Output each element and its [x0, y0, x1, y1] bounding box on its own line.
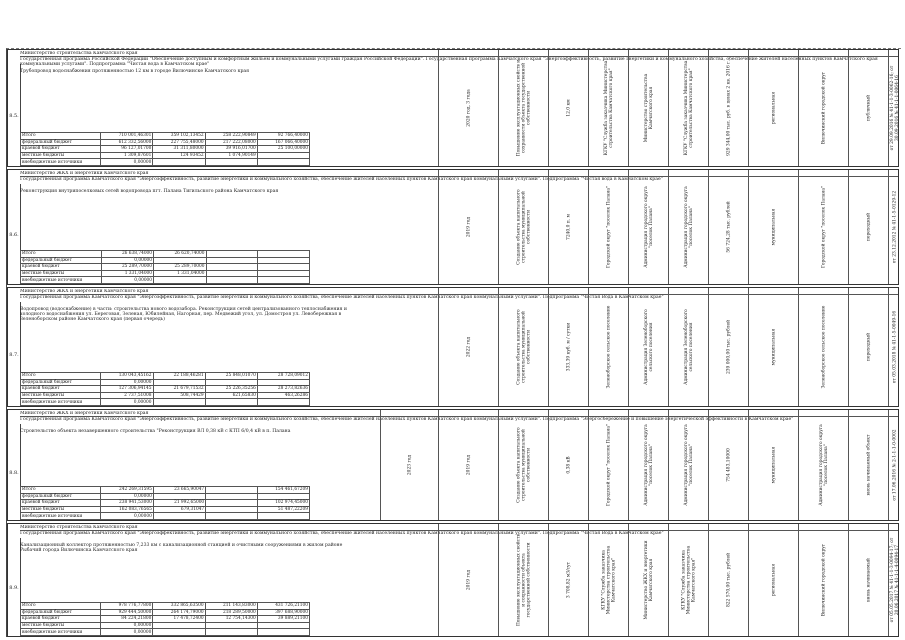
attribute-text: Администрация городского округа "поселок Палана": [819, 424, 829, 506]
row-number: 8.9.: [8, 538, 21, 636]
attribute-column: [708, 410, 749, 520]
attribute-text: Повышение эксплуатационных свойств и сохранности объекта государственной собственности: [516, 533, 532, 627]
attribute-text: Вилючинский городской округ: [821, 543, 827, 617]
attribute-text: 333,39 куб. м / сутки: [566, 322, 572, 372]
attribute-text: КГКУ "Служба заказчика Министерства строительства Камчатского края": [684, 60, 694, 156]
attribute-text: Министерство ЖКХ и энергетики Камчатского края: [644, 540, 654, 620]
finance-label: краевой бюджет: [21, 146, 101, 153]
finance-value: [257, 493, 309, 500]
finance-value: 1 331,04000: [101, 270, 153, 277]
row-number: 8.7.: [8, 302, 21, 406]
finance-value: [153, 622, 205, 629]
finance-value: 28 728,09012: [257, 373, 309, 380]
project-section: [7, 409, 899, 521]
conclusion-ref: от 05.03.2018 № 41-1-5-0049-16: [892, 310, 897, 384]
attribute-column: [498, 50, 549, 166]
finance-value: [206, 257, 258, 264]
attribute-column: [848, 410, 889, 520]
program-line: Государственная программа Камчатского края "Энергоэффективность, развитие энергетики и коммунального хозяйства, обеспечение жителей населенных пунктов Камчатского края коммунальными услугами". Подпрограмма "Чистая Вода в Камчатском крае": [20, 531, 664, 536]
attribute-text: Зеленоборское сельское поселение: [821, 305, 827, 389]
finance-row: [21, 379, 310, 386]
conclusion-ref: от 29.09.2016 № 41-1-1-3-0062-16; от 30.09.2016 № 41-1-1-0064-16: [889, 65, 900, 151]
finance-value: [206, 487, 257, 494]
finance-value: 217 222,08000: [205, 139, 257, 146]
finance-value: 227 755,48000: [153, 139, 205, 146]
finance-value: 39 916,01700: [205, 146, 257, 153]
attribute-text: муниципальная: [771, 328, 777, 366]
attribute-column: [438, 170, 499, 284]
ministry-line: Министерство строительства Камчатского края: [20, 51, 898, 57]
finance-value: [257, 152, 309, 159]
attribute-column: [798, 170, 849, 284]
finance-value: [154, 277, 206, 284]
finance-value: 612 332,56000: [101, 139, 153, 146]
finance-value: 238 941,53000: [101, 500, 153, 507]
attribute-column: [798, 50, 849, 166]
finance-value: [205, 399, 257, 406]
finance-row: [21, 609, 310, 616]
finance-value: [205, 622, 257, 629]
finance-label: краевой бюджет: [21, 264, 102, 271]
finance-label: федеральный бюджет: [21, 493, 101, 500]
finance-row: [21, 392, 310, 399]
finance-label: местные бюджеты: [21, 506, 101, 513]
attribute-column: [628, 410, 669, 520]
attribute-column: [708, 170, 749, 284]
finance-value: 0,00000: [101, 277, 153, 284]
finance-value: [153, 399, 205, 406]
project-name: Строительство объекта незавершенного строительства "Реконструкция ВЛ 0,38 кВ с КТП 6/0,4 кВ в п. Палана: [20, 429, 291, 434]
finance-value: [257, 379, 309, 386]
attribute-column: [798, 288, 849, 406]
finance-value: [206, 264, 258, 271]
attribute-column: [548, 50, 589, 166]
attribute-column: [588, 50, 629, 166]
finance-value: 26 620,74000: [154, 251, 206, 258]
finance-label: федеральный бюджет: [21, 609, 101, 616]
finance-label: внебюджетные источники: [21, 629, 101, 636]
finance-value: 0,00000: [101, 159, 153, 166]
attribute-text: 2022 год: [466, 336, 472, 358]
finance-value: [258, 251, 310, 258]
attribute-text: муниципальная: [771, 208, 777, 246]
attribute-text: Администрация городского округа "поселок Палана": [644, 424, 654, 506]
finance-value: 258 222,90849: [205, 133, 257, 140]
attribute-column: [588, 288, 629, 406]
finance-row: [21, 506, 310, 513]
attribute-text: Создание объекта капитального строительства муниципальной собственности: [516, 427, 532, 503]
attribute-column: [438, 288, 499, 406]
finance-row: [21, 270, 310, 277]
conclusion-ref: от 17.06.2016 № 2-1-1-1-0-0002: [892, 429, 897, 501]
finance-value: 397 688,90000: [257, 609, 309, 616]
finance-table: [20, 486, 310, 520]
attribute-column: [748, 288, 799, 406]
finance-value: 264 174,79000: [153, 609, 205, 616]
finance-value: 0,00000: [101, 379, 153, 386]
finance-row: [21, 251, 310, 258]
attribute-column: [380, 410, 439, 520]
attribute-column: [668, 50, 709, 166]
finance-value: 359 102,13452: [153, 133, 205, 140]
ministry-line: Министерство ЖКХ и энергетики Камчатского края: [20, 289, 898, 295]
attribute-text: 239 000,00 тыс. рублей: [726, 319, 732, 375]
finance-value: 25 289,70000: [101, 264, 153, 271]
project-section: [7, 49, 899, 167]
finance-value: 102 974,45000: [257, 500, 309, 507]
attribute-text: 2019 год: [466, 569, 472, 591]
attribute-column: [668, 170, 709, 284]
attribute-text: Администрация городского округа "поселок Палана": [684, 186, 694, 268]
finance-label: местные бюджеты: [21, 270, 102, 277]
finance-value: [206, 270, 258, 277]
finance-value: 167 066,40000: [257, 139, 309, 146]
attribute-column: [628, 50, 669, 166]
finance-value: 621,65830: [205, 392, 257, 399]
project-name: Реконструкция внутрипоселковых сетей водопровода пгт. Палана Тигильского района Камчатского края: [20, 189, 279, 194]
finance-label: Итого: [21, 373, 101, 380]
attribute-text: Создание объекта капитального строительства муниципальной собственности: [516, 309, 532, 385]
finance-label: краевой бюджет: [21, 500, 101, 507]
finance-value: 2 737,51008: [101, 392, 153, 399]
finance-value: [257, 513, 309, 520]
attribute-text: 12,0 км: [566, 99, 572, 117]
finance-value: 242 269,31595: [101, 487, 153, 494]
finance-value: [258, 264, 310, 271]
attribute-text: 7240,0 п. м: [566, 214, 572, 240]
finance-label: местные бюджеты: [21, 152, 101, 159]
conclusion-column: [888, 50, 900, 166]
finance-row: [21, 616, 310, 623]
finance-row: [21, 146, 310, 153]
finance-value: 124 93452: [153, 152, 205, 159]
finance-label: федеральный бюджет: [21, 139, 101, 146]
finance-label: внебюджетные источники: [21, 277, 102, 284]
finance-value: 25 848,01070: [205, 373, 257, 380]
ministry-line: Министерство строительства Камчатского края: [20, 525, 898, 531]
finance-value: [206, 506, 257, 513]
conclusion-column: [888, 524, 900, 636]
attribute-column: [748, 410, 799, 520]
finance-row: [21, 152, 310, 159]
finance-table: [20, 132, 310, 166]
finance-row: [21, 399, 310, 406]
attribute-text: публичный: [866, 94, 872, 122]
finance-label: внебюджетные источники: [21, 399, 101, 406]
attribute-text: Вилючинский городской округ: [821, 71, 827, 145]
attribute-column: [708, 50, 749, 166]
finance-value: 332 865,63500: [153, 603, 205, 610]
finance-label: краевой бюджет: [21, 386, 101, 393]
attribute-column: [548, 410, 589, 520]
attribute-text: Повышение эксплуатационных свойств и сохранности объекта государственной собственности: [516, 59, 532, 157]
attribute-column: [668, 524, 709, 636]
attribute-text: 2019 год: [466, 454, 472, 476]
finance-value: [153, 379, 205, 386]
conclusion-column: [888, 170, 900, 284]
finance-value: [205, 379, 257, 386]
attribute-column: [848, 50, 889, 166]
finance-label: внебюджетные источники: [21, 513, 101, 520]
attribute-text: 2019 год: [466, 216, 472, 238]
attribute-column: [848, 524, 889, 636]
finance-value: 96 127,01700: [101, 146, 153, 153]
finance-value: 1 309,87601: [101, 152, 153, 159]
finance-value: 0,00000: [101, 629, 153, 636]
finance-value: [206, 493, 257, 500]
attribute-column: [668, 288, 709, 406]
finance-row: [21, 513, 310, 520]
attribute-column: [438, 50, 499, 166]
attribute-text: 2023 год: [407, 454, 413, 476]
finance-table: [20, 250, 310, 284]
attribute-column: [708, 524, 749, 636]
finance-value: 25 289,70000: [154, 264, 206, 271]
row-number: 8.8.: [8, 424, 21, 520]
finance-value: [205, 159, 257, 166]
attribute-column: [848, 170, 889, 284]
finance-row: [21, 277, 310, 284]
attribute-text: 0,38 кВ: [566, 456, 572, 474]
finance-value: 710 001,46301: [101, 133, 153, 140]
attribute-column: [628, 288, 669, 406]
attribute-text: Администрация Зеленоборского сельского поселения: [684, 309, 694, 385]
attribute-text: 822 570,00 тыс. рублей: [726, 552, 732, 608]
finance-value: [257, 399, 309, 406]
conclusion-column: [888, 410, 900, 520]
row-number: 8.6.: [8, 184, 21, 284]
program-line: Государственная программа Камчатского края "Энергоэффективность, развитие энергетики и коммунального хозяйства, обеспечение жителей населенных пунктов Камчатского края коммунальными услугами". Подпрограмма "Чистая Вода в Камчатском крае": [20, 295, 664, 300]
finance-value: 127 306,94145: [101, 386, 153, 393]
finance-row: [21, 264, 310, 271]
finance-value: [257, 622, 309, 629]
attribute-column: [798, 524, 849, 636]
attribute-column: [498, 170, 549, 284]
finance-value: [153, 513, 205, 520]
finance-value: 22 188,46281: [153, 373, 205, 380]
attribute-column: [548, 288, 589, 406]
finance-value: 28 273,82636: [257, 386, 309, 393]
finance-value: 51 487,22209: [257, 506, 309, 513]
finance-value: 218 289,50000: [205, 609, 257, 616]
attribute-text: Городской округ "поселок Палана": [606, 186, 612, 268]
finance-value: 17 478,72400: [153, 616, 205, 623]
finance-row: [21, 373, 310, 380]
attribute-text: 929 344,00 тыс. руб. в ценах 2 кв. 2016 г.: [726, 60, 732, 156]
finance-value: [153, 493, 205, 500]
finance-row: [21, 487, 310, 494]
attribute-column: [748, 524, 799, 636]
finance-value: 92 766,40000: [257, 133, 309, 140]
attribute-column: [498, 524, 549, 636]
finance-row: [21, 622, 310, 629]
finance-table: [20, 372, 310, 406]
finance-value: 162 083,76565: [101, 506, 153, 513]
finance-value: [153, 629, 205, 636]
finance-row: [21, 500, 310, 507]
conclusion-ref: от 23.12.2012 № 41-1-5-0129-12: [892, 190, 897, 264]
finance-label: местные бюджеты: [21, 622, 101, 629]
finance-row: [21, 386, 310, 393]
attribute-text: 3 708,82 м3/сут: [566, 561, 572, 599]
finance-value: [154, 257, 206, 264]
attribute-column: [498, 410, 549, 520]
attribute-text: переходный: [866, 212, 872, 242]
finance-value: [206, 513, 257, 520]
finance-value: 0,00000: [101, 513, 153, 520]
attribute-column: [628, 170, 669, 284]
attribute-text: Зеленоборское сельское поселение: [606, 305, 612, 389]
project-section: [7, 287, 899, 407]
document-sheet: [6, 48, 901, 637]
attribute-text: Администрация Зеленоборского сельского поселения: [644, 309, 654, 385]
finance-row: [21, 493, 310, 500]
finance-label: Итого: [21, 133, 101, 140]
program-line: Государственная программа Российской Федерации "Обеспечение доступным и комфортным жильем и коммунальными услугами граждан Российской Федерации". Государственная программа Камчатского края "Энергоэффективность, развитие энергетики и коммунального хозяйства, обеспечение жителей населенных пунктов Камчатского края коммунальными услугами". Подпрограмма "Чистая вода в Камчатском крае": [20, 57, 878, 67]
finance-value: 978 776,77800: [101, 603, 153, 610]
finance-value: [205, 629, 257, 636]
attribute-column: [548, 524, 589, 636]
attribute-text: Министерство строительства Камчатского края: [644, 73, 654, 143]
finance-value: [257, 629, 309, 636]
finance-label: краевой бюджет: [21, 616, 101, 623]
attribute-text: Администрация городского округа "поселок Палана": [684, 424, 694, 506]
finance-value: 130 043,45162: [101, 373, 153, 380]
attribute-column: [438, 410, 499, 520]
finance-value: 508,74429: [153, 392, 205, 399]
finance-value: 0,00000: [101, 257, 153, 264]
attribute-column: [588, 170, 629, 284]
finance-value: 0,00000: [101, 399, 153, 406]
attribute-text: Администрация городского округа "поселок Палана": [644, 186, 654, 268]
attribute-text: вновь начинаемый объект: [866, 434, 872, 496]
attribute-text: 2020 год, 3 года: [466, 89, 472, 127]
finance-row: [21, 133, 310, 140]
finance-value: 25 100,00000: [257, 146, 309, 153]
attribute-column: [668, 410, 709, 520]
project-name: Трубопровод водоснабжения протяженностью 12 км в городе Вилючинске Камчатского края: [20, 69, 250, 74]
conclusion-ref: от 05.05.2017 № 41-1-1-3-0094-17; от 20.06.2017 № 41-1-1-4-0094-17: [889, 537, 900, 623]
finance-label: внебюджетные источники: [21, 159, 101, 166]
finance-value: 154 461,67209: [257, 487, 309, 494]
finance-label: Итого: [21, 251, 102, 258]
finance-value: 463,26286: [257, 392, 309, 399]
attribute-text: Городской округ "поселок Палана": [606, 424, 612, 506]
finance-value: [258, 257, 310, 264]
finance-value: 679,31047: [153, 506, 205, 513]
finance-value: 21 992,65000: [153, 500, 205, 507]
attribute-text: региональная: [771, 91, 777, 125]
finance-value: 25 226,35256: [205, 386, 257, 393]
attribute-text: 754 483,10000: [726, 448, 732, 482]
finance-label: Итого: [21, 603, 101, 610]
attribute-column: [588, 524, 629, 636]
attribute-text: КГКУ "Служба заказчика Министерства строительства Камчатского края": [604, 60, 614, 156]
ministry-line: Министерство ЖКХ и энергетики Камчатского края: [20, 171, 898, 177]
finance-value: 12 754,14300: [205, 616, 257, 623]
finance-value: 84 224,21800: [101, 616, 153, 623]
attribute-column: [848, 288, 889, 406]
finance-value: 211 143,83000: [205, 603, 257, 610]
finance-value: 26 638,74000: [101, 251, 153, 258]
attribute-text: КГКУ "Служба заказчика Министерства строительства Камчатского края": [601, 545, 617, 615]
attribute-column: [548, 170, 589, 284]
attribute-column: [628, 524, 669, 636]
finance-row: [21, 629, 310, 636]
project-name: Канализационный коллектор протяженностью 7,233 км с канализационной станцией и очистными сооружениями в жилом районе Рыбачий города Вилючинска Камчатского края: [20, 543, 343, 553]
finance-value: [258, 270, 310, 277]
attribute-column: [438, 524, 499, 636]
finance-value: 31 311,80000: [153, 146, 205, 153]
attribute-text: региональная: [771, 563, 777, 597]
finance-value: 431 726,21100: [257, 603, 309, 610]
finance-value: 0,00000: [101, 493, 153, 500]
finance-row: [21, 139, 310, 146]
project-section: [7, 169, 899, 285]
finance-label: федеральный бюджет: [21, 257, 102, 264]
finance-row: [21, 603, 310, 610]
attribute-column: [498, 288, 549, 406]
finance-value: 21 679,71532: [153, 386, 205, 393]
finance-value: 0,00000: [101, 622, 153, 629]
finance-value: 1 074,90149: [205, 152, 257, 159]
finance-label: Итого: [21, 487, 101, 494]
finance-row: [21, 257, 310, 264]
finance-table: [20, 602, 310, 636]
finance-value: [257, 159, 309, 166]
finance-value: [206, 251, 258, 258]
attribute-text: муниципальная: [771, 446, 777, 484]
conclusion-column: [888, 288, 900, 406]
ministry-line: Министерство ЖКХ и энергетики Камчатского края: [20, 411, 898, 417]
finance-value: [206, 500, 257, 507]
finance-label: местные бюджеты: [21, 392, 101, 399]
program-line: Государственная программа Камчатского края "Энергоэффективность, развитие энергетики и коммунального хозяйства, обеспечение жителей населенных пунктов Камчатского края коммунальными услугами". Подпрограмма "Чистая вода в Камчатском крае": [20, 177, 663, 182]
program-line: Государственная программа Камчатского края "Энергоэффективность, развитие энергетики и коммунального хозяйства, обеспечение жителей населенных пунктов Камчатского края коммунальными услугами". Подпрограмма "Энергосбережение и повышение энергетической эффективности в Камчатском крае": [20, 417, 794, 422]
attribute-text: вновь начинаемый: [866, 558, 872, 602]
finance-value: 1 331,04000: [154, 270, 206, 277]
attribute-column: [748, 170, 799, 284]
attribute-column: [588, 410, 629, 520]
row-number: 8.5.: [8, 64, 21, 166]
attribute-text: КГКУ "Служба заказчика Министерства строительства Камчатского края": [681, 545, 697, 615]
finance-value: 23 665,90047: [153, 487, 205, 494]
finance-value: [258, 277, 310, 284]
project-name: Водопровод (водоснабжение) в части: строительства нового водозабора. Реконструкция сетей централизованного теплоснабжения и холодного водоснабжения ул. Береговая, Зеленая, Юбилейная, Нагорная, пер. Медвежий угол, ул. Домостроя ул. Левобережная в Зеленоборском районе Камчатского края (первая очередь): [20, 307, 347, 322]
project-section: [7, 523, 899, 637]
attribute-text: Создание объекта капитального строительства муниципальной собственности: [516, 189, 532, 265]
finance-value: [206, 277, 258, 284]
finance-value: 929 444,50000: [101, 609, 153, 616]
attribute-column: [708, 288, 749, 406]
attribute-column: [798, 410, 849, 520]
attribute-text: Городской округ "поселок Палана": [821, 186, 827, 268]
attribute-column: [748, 50, 799, 166]
finance-label: федеральный бюджет: [21, 379, 101, 386]
attribute-text: 56 724,28 тыс. рублей: [726, 201, 732, 253]
finance-row: [21, 159, 310, 166]
finance-value: 39 889,21100: [257, 616, 309, 623]
finance-value: [153, 159, 205, 166]
attribute-text: переходный: [866, 332, 872, 362]
